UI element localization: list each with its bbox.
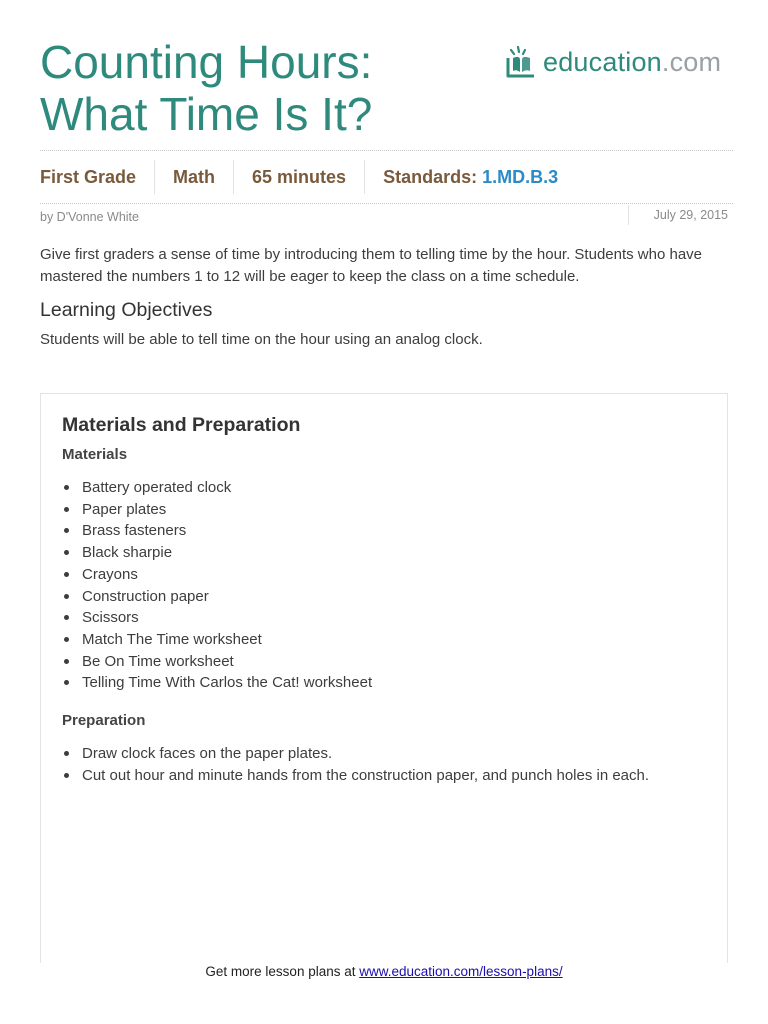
standards-code-link[interactable]: 1.MD.B.3 — [482, 166, 559, 187]
list-item: Scissors — [62, 607, 682, 629]
materials-list — [62, 477, 682, 694]
lesson-plans-link[interactable]: www.education.com/lesson-plans/ — [359, 964, 563, 979]
materials-preparation-heading: Materials and Preparation — [62, 414, 301, 436]
publish-date: July 29, 2015 — [628, 205, 728, 225]
duration-label: 65 minutes — [233, 160, 364, 194]
education-logo[interactable] — [505, 42, 721, 82]
logo-wordmark — [543, 47, 721, 78]
list-item: Draw clock faces on the paper plates. — [62, 743, 682, 765]
list-item: Be On Time worksheet — [62, 651, 682, 673]
book-reader-icon — [505, 44, 539, 80]
preparation-list — [62, 743, 682, 786]
list-item: Cut out hour and minute hands from the construction paper, and punch holes in each. — [62, 765, 682, 787]
list-item: Construction paper — [62, 586, 682, 608]
footer-text: Get more lesson plans at — [205, 964, 360, 979]
list-item: Telling Time With Carlos the Cat! worksheet — [62, 672, 682, 694]
list-item: Match The Time worksheet — [62, 629, 682, 651]
grade-label: First Grade — [40, 166, 137, 187]
logo-name: education — [543, 46, 662, 77]
standards-label: Standards: — [383, 166, 478, 187]
title-line-1: Counting Hours: — [40, 36, 373, 88]
objectives-text: Students will be able to tell time on the hour using an analog clock. — [40, 331, 483, 348]
objectives-heading: Learning Objectives — [40, 299, 213, 321]
list-item: Brass fasteners — [62, 520, 682, 542]
lesson-meta-bar — [40, 160, 576, 194]
list-item: Paper plates — [62, 499, 682, 521]
author-byline: by D'Vonne White — [40, 210, 139, 224]
list-item: Battery operated clock — [62, 477, 682, 499]
divider — [40, 203, 733, 204]
page-title — [40, 36, 480, 140]
logo-suffix: .com — [661, 46, 722, 77]
list-item: Crayons — [62, 564, 682, 586]
footer — [0, 964, 768, 979]
divider — [40, 150, 733, 151]
materials-subheading: Materials — [62, 446, 128, 463]
materials-preparation-box — [40, 393, 728, 963]
subject-label: Math — [154, 160, 233, 194]
preparation-subheading: Preparation — [62, 712, 146, 729]
title-line-2: What Time Is It? — [40, 88, 373, 140]
intro-paragraph: Give first graders a sense of time by introducing them to telling time by the hour. Students who have mastered the numbers 1 to 12 will be eager to keep the class on a time schedule. — [40, 246, 703, 285]
standards — [364, 160, 576, 194]
list-item: Black sharpie — [62, 542, 682, 564]
